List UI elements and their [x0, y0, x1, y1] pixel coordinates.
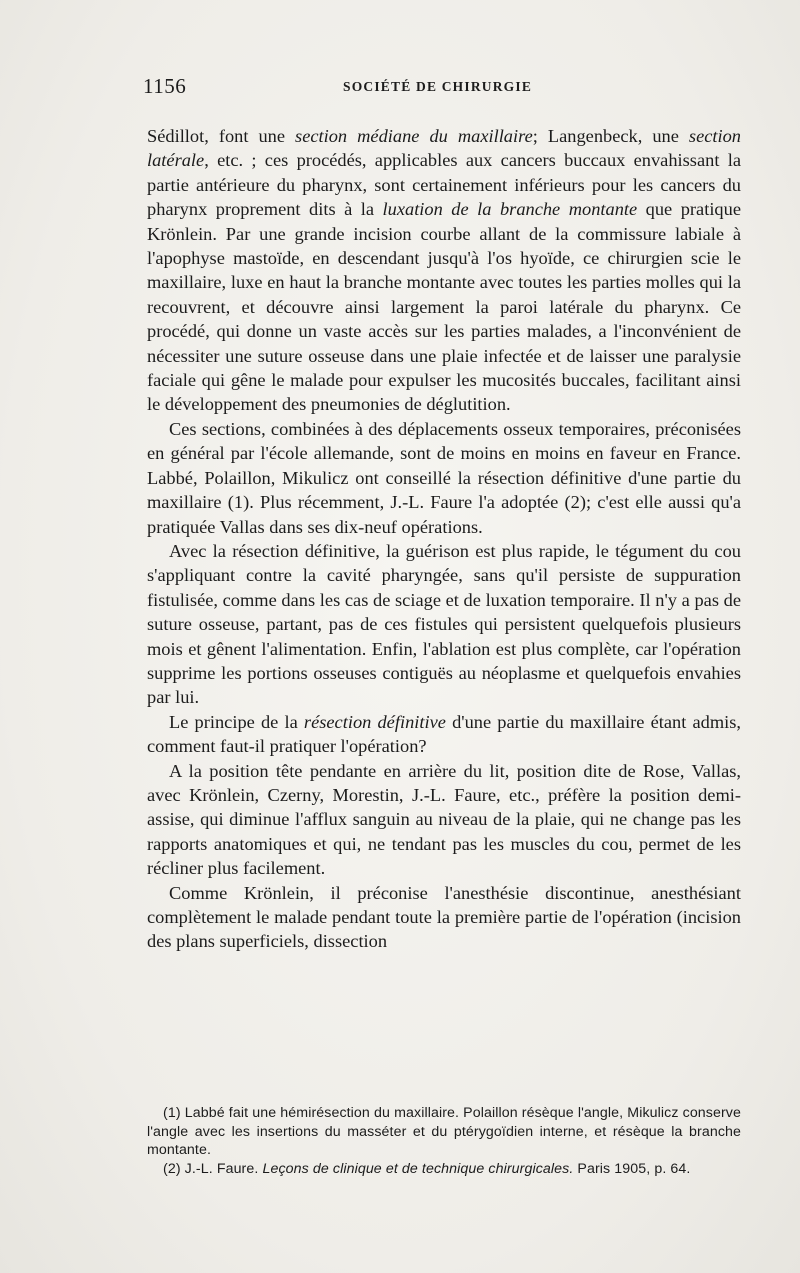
paragraph-1 — [147, 124, 741, 417]
text-run: Paris 1905, p. 64. — [573, 1160, 691, 1177]
page-header — [143, 74, 743, 102]
text-run: Le principe de la — [169, 711, 304, 732]
paragraph-2: Ces sections, combinées à des déplacements osseux temporaires, préconisées en général par l'école allemande, sont de moins en moins en faveur en France. Labbé, Polaillon, Mikulicz ont conseillé la résection définitive d'une partie du maxillaire (1). Plus récemment, J.-L. Faure l'a adoptée (2); c'est elle aussi qu'a pratiquée Vallas dans ses dix-neuf opérations. — [147, 418, 741, 537]
footnotes — [147, 1104, 741, 1178]
text-run: d'une partie du maxillaire étant admis, comment faut-il pratiquer l'opération? — [147, 711, 741, 757]
italic-run: section latérale — [147, 126, 741, 171]
paragraph-5: A la position tête pendante en arrière du lit, position dite de Rose, Vallas, avec Krönlein, Czerny, Morestin, J.-L. Faure, etc., préfère la position demi-assise, qui diminue l'afflux sanguin au niveau de la plaie, qui ne change pas les rapports anatomiques et qui, ne tendant pas les muscles du cou, permet de les récliner plus facilement. — [147, 760, 741, 879]
footnote-2 — [147, 1160, 741, 1179]
text-run: que pratique Krönlein. Par une grande incision courbe allant de la commissure labiale à l'apophyse mastoïde, en descendant jusqu'à l'os hyoïde, ce chirurgien scie le maxillaire, luxe en haut la branche montante avec toutes les parties molles qui la recouvrent, et découvre ainsi largement la paroi latérale du pharynx. Ce procédé, qui donne un vaste accès sur les parties malades, a l'inconvénient de nécessiter une suture osseuse dans une plaie infectée et de laisser une paralysie faciale qui gêne le malade pour expulser les mucosités buccales, facilitant ainsi le développement des pneumonies de déglutition. — [147, 199, 741, 415]
italic-run: résection définitive — [303, 711, 446, 732]
paragraph-3: Avec la résection définitive, la guérison est plus rapide, le tégument du cou s'appliquant contre la cavité pharyngée, sans qu'il persiste de suppuration fistulisée, comme dans les cas de sciage et de luxation temporaire. Il n'y a pas de suture osseuse, partant, pas de ces fistules qui persistent quelquefois plusieurs mois et gênent l'alimentation. Enfin, l'ablation est plus complète, car l'opération supprime les portions osseuses contiguës au néoplasme et quelquefois envahies par lui. — [147, 540, 741, 708]
paragraph-6: Comme Krönlein, il préconise l'anesthésie discontinue, anesthésiant complètement le malade pendant toute la première partie de l'opération (incision des plans superficiels, dissection — [147, 882, 741, 952]
page-number: 1156 — [143, 74, 187, 98]
italic-run: section médiane du maxillaire — [295, 126, 533, 146]
text-run: Sédillot, font une — [147, 126, 296, 146]
text-run: (2) J.-L. Faure. — [163, 1160, 263, 1177]
text-run: ; Langenbeck, une — [532, 126, 689, 146]
italic-run: luxation de la branche montante — [382, 199, 638, 220]
body-text — [147, 124, 741, 954]
paragraph-4 — [147, 710, 741, 759]
text-run: , etc. ; ces procédés, applicables aux cancers buccaux envahissant la partie antérieure du pharynx, sont certainement inférieurs pour les cancers du pharynx proprement dits à la — [147, 150, 741, 220]
italic-run: Leçons de clinique et de technique chirurgicales. — [262, 1160, 574, 1177]
running-head: SOCIÉTÉ DE CHIRURGIE — [343, 79, 533, 94]
footnote-1: (1) Labbé fait une hémirésection du maxillaire. Polaillon résèque l'angle, Mikulicz conserve l'angle avec les insertions du masséter et du ptérygoïdien interne, et résèque la branche montante. — [147, 1105, 741, 1159]
